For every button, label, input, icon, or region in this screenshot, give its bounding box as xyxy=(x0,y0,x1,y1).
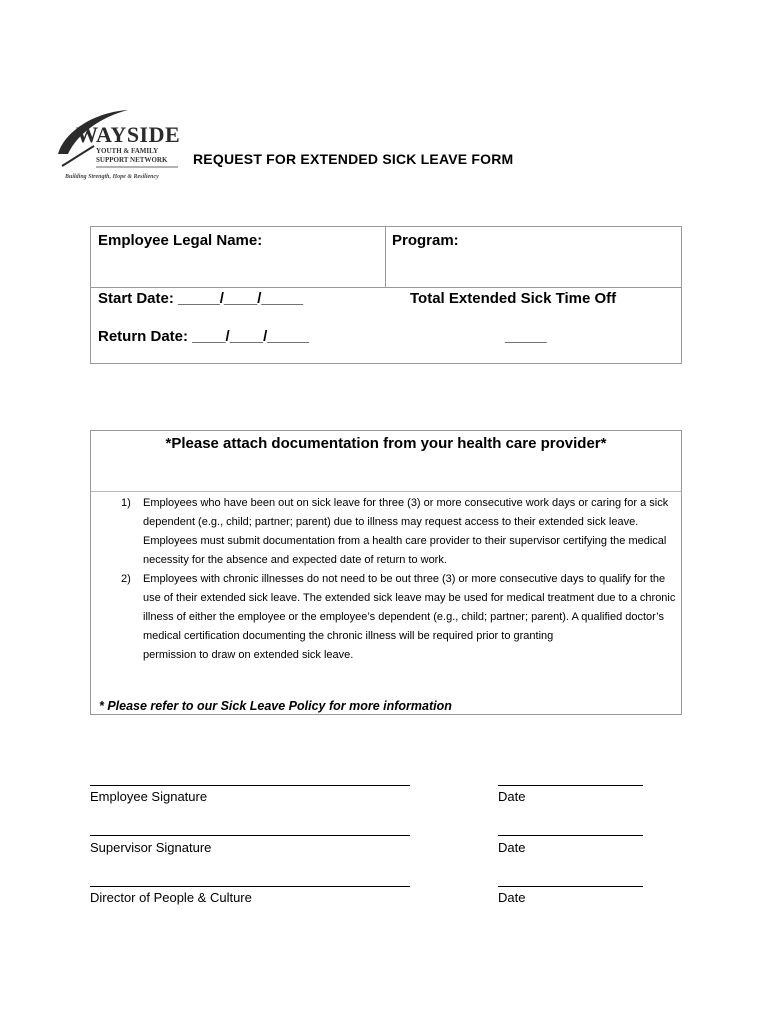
row-divider xyxy=(91,491,681,492)
page-title: REQUEST FOR EXTENDED SICK LEAVE FORM xyxy=(193,151,514,167)
supervisor-signature-line[interactable] xyxy=(90,835,410,836)
documentation-box xyxy=(90,430,682,715)
row-divider xyxy=(91,287,681,288)
program-field[interactable]: Program: xyxy=(392,232,459,249)
list-item-text: Employees with chronic illnesses do not need to be out three (3) or more consecutive days to qualify for the use of their extended sick leave. The extended sick leave may be used for medical treatment due to a chronic illness of either the employee or the employee’s dependent (e.g., child; partner; parent). A qualified doctor’s medical certification documenting the chronic illness will be required prior to granting xyxy=(143,573,676,642)
employee-signature-label: Employee Signature xyxy=(90,789,208,804)
employee-name-field[interactable]: Employee Legal Name: xyxy=(98,232,263,249)
list-item-text-continued: permission to draw on extended sick leave. xyxy=(143,649,354,661)
total-sick-time-label: Total Extended Sick Time Off xyxy=(410,290,617,307)
list-item-number: 2) xyxy=(121,573,131,585)
list-item xyxy=(121,494,677,570)
director-date-label: Date xyxy=(498,890,526,905)
employee-date-line[interactable] xyxy=(498,785,643,786)
list-item xyxy=(121,570,677,665)
wayside-logo xyxy=(54,108,182,186)
logo-brand: WAYSIDE xyxy=(76,122,181,147)
total-sick-time-field[interactable]: _____ xyxy=(505,328,547,345)
director-signature-line[interactable] xyxy=(90,886,410,887)
list-item-number: 1) xyxy=(121,497,131,509)
return-date-field[interactable]: Return Date: ____/____/_____ xyxy=(98,328,309,345)
logo-subtitle-1: YOUTH & FAMILY xyxy=(96,147,159,155)
documentation-heading: *Please attach documentation from your health care provider* xyxy=(165,435,607,452)
list-item-text: Employees who have been out on sick leave for three (3) or more consecutive work days or caring for a sick dependent (e.g., child; partner; parent) due to illness may request access to their extended sick leave. Employees must submit documentation from a health care provider to their supervisor certifying the medical necessity for the absence and expected date of return to work. xyxy=(143,497,669,566)
policy-note: * Please refer to our Sick Leave Policy for more information xyxy=(99,699,452,713)
supervisor-date-label: Date xyxy=(498,840,526,855)
employee-date-label: Date xyxy=(498,789,526,804)
director-signature-label: Director of People & Culture xyxy=(90,890,252,905)
supervisor-signature-label: Supervisor Signature xyxy=(90,840,212,855)
logo-subtitle-2: SUPPORT NETWORK xyxy=(96,156,168,164)
employee-info-table xyxy=(90,226,682,364)
director-date-line[interactable] xyxy=(498,886,643,887)
start-date-field[interactable]: Start Date: _____/____/_____ xyxy=(98,290,304,307)
logo-tagline: Building Strength, Hope & Resiliency xyxy=(65,174,159,180)
instructions-list xyxy=(121,494,677,665)
supervisor-date-line[interactable] xyxy=(498,835,643,836)
cell-divider xyxy=(385,227,386,287)
employee-signature-line[interactable] xyxy=(90,785,410,786)
